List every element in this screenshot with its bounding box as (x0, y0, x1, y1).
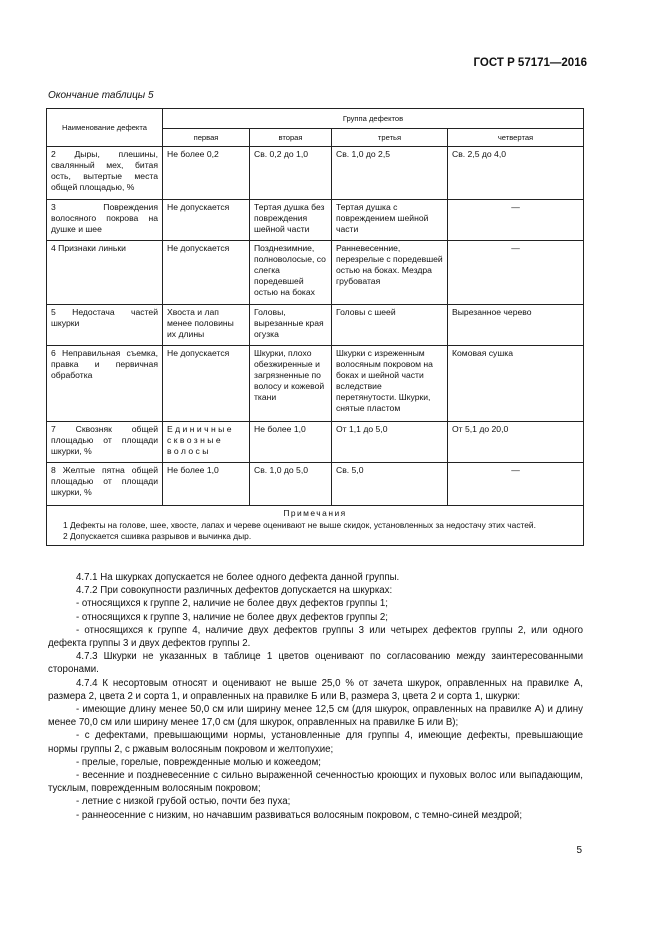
document-standard-number: ГОСТ Р 57171—2016 (473, 57, 587, 69)
group-1-value: Не допускается (163, 241, 250, 305)
group-2-value: Св. 0,2 до 1,0 (250, 147, 332, 200)
header-group-4: четвертая (448, 129, 584, 147)
group-2-value: Шкурки, плохо обезжиренные и загрязненные по волосу и кожевой ткани (250, 346, 332, 422)
table-row (47, 241, 584, 305)
paragraph: - с дефектами, превышающими нормы, установленные для группы 4, имеющие дефекты, превышающие нормы группы 2, с ржавым волосяным покровом и желтопухие; (48, 730, 583, 755)
paragraph: - прелые, горелые, поврежденные молью и кожеедом; (76, 756, 321, 768)
group-4-value: — (448, 200, 584, 241)
group-4-value: — (448, 463, 584, 506)
table-notes-row (47, 506, 584, 546)
notes-title: Примечания (283, 508, 347, 518)
group-4-value: Вырезанное черево (448, 305, 584, 346)
group-3-value: Головы с шеей (332, 305, 448, 346)
defect-name: 8 Желтые пятна общей площадью от площади шкурки, % (47, 463, 163, 506)
group-3-value: От 1,1 до 5,0 (332, 422, 448, 463)
table-row (47, 463, 584, 506)
header-group-3: третья (332, 129, 448, 147)
paragraph: - относящихся к группе 4, наличие двух дефектов группы 3 или четырех дефектов группы 2, или одного дефекта группы 3 и двух дефектов группы 2. (48, 624, 583, 650)
header-group-2: вторая (250, 129, 332, 147)
defect-name: 6 Неправильная съемка, правка и первичная обработка (47, 346, 163, 422)
header-group-1: первая (163, 129, 250, 147)
table-row (47, 147, 584, 200)
table-row (47, 305, 584, 346)
note-item: 2 Допускается сшивка разрывов и вычинка дыр. (63, 531, 252, 541)
group-3-value: Св. 5,0 (332, 463, 448, 506)
paragraph: - относящихся к группе 2, наличие не более двух дефектов группы 1; (76, 598, 388, 610)
group-3-value: Тертая душка с повреждением шейной части (332, 200, 448, 241)
paragraph: 4.7.3 Шкурки не указанных в таблице 1 цветов оценивают по согласованию между заинтересованными сторонами. (48, 651, 583, 676)
paragraph: 4.7.2 При совокупности различных дефектов допускается на шкурках: (76, 585, 393, 597)
header-defect-name: Наименование дефекта (47, 109, 163, 147)
group-4-value: Св. 2,5 до 4,0 (448, 147, 584, 200)
header-defect-group: Группа дефектов (163, 109, 584, 129)
defect-name: 2 Дыры, плешины, свалянный мех, битая ость, вытертые места общей площадью, % (47, 147, 163, 200)
paragraph: 4.7.1 На шкурках допускается не более одного дефекта данной группы. (76, 572, 400, 583)
group-4-value: От 5,1 до 20,0 (448, 422, 584, 463)
table-notes (47, 506, 584, 546)
group-1-value: Не более 0,2 (163, 147, 250, 200)
group-4-value: — (448, 241, 584, 305)
group-3-value: Ранневесенние, перезрелые с поредевшей остью на боках. Мездра грубоватая (332, 241, 448, 305)
note-item: 1 Дефекты на голове, шее, хвосте, лапах и череве оценивают не выше скидок, установленных за недостачу этих частей. (63, 519, 536, 530)
defect-name: 3 Повреждения волосяного покрова на душке и шее (47, 200, 163, 241)
paragraph: 4.7.4 К несортовым относят и оценивают не выше 25,0 % от зачета шкурок, оправленных на правилке А, размера 2, цвета 2 и сорта 1, и оправленных на правилке Б или В, размера 3, цвета 2 и сорта 1, шкурки: (48, 677, 583, 702)
group-1-value: Единичные сквозные волосы (163, 422, 250, 463)
group-1-value: Не допускается (163, 200, 250, 241)
group-3-value: Св. 1,0 до 2,5 (332, 147, 448, 200)
group-2-value: Головы, вырезанные края огузка (250, 305, 332, 346)
page-number: 5 (576, 845, 582, 856)
defect-name: 4 Признаки линьки (47, 241, 163, 305)
paragraph: - имеющие длину менее 50,0 см или ширину менее 12,5 см (для шкурок, оправленных на правилке А) и длину менее 70,0 см или ширину менее 17,0 см (для шкурок, оправленных на правилке Б или В); (48, 704, 583, 729)
defects-table (46, 108, 584, 546)
paragraph: - относящихся к группе 3, наличие не более двух дефектов группы 2; (76, 611, 388, 623)
body-text (48, 571, 583, 822)
group-2-value: Тертая душка без повреждения шейной части (250, 200, 332, 241)
paragraph: - раннеосенние с низким, но начавшим развиваться волосяным покровом, с темно-синей мездрой; (76, 809, 523, 821)
group-1-value: Не более 1,0 (163, 463, 250, 506)
group-2-value: Не более 1,0 (250, 422, 332, 463)
group-1-value: Не допускается (163, 346, 250, 422)
table-row (47, 200, 584, 241)
table-caption: Окончание таблицы 5 (48, 90, 154, 101)
paragraph: - весенние и поздневесенние с сильно выраженной сеченностью кроющих и пуховых волос или выпадающим, тусклым, поврежденным волосяным покровом; (48, 770, 583, 795)
group-2-value: Позднезимние, полноволосые, со слегка поредевшей остью на боках (250, 241, 332, 305)
table-row (47, 346, 584, 422)
group-3-value: Шкурки с изреженным волосяным покровом на боках и шейной части вследствие перетянутости. Шкурки, снятые пластом (332, 346, 448, 422)
group-2-value: Св. 1,0 до 5,0 (250, 463, 332, 506)
group-1-value: Хвоста и лап менее половины их длины (163, 305, 250, 346)
paragraph: - летние с низкой грубой остью, почти без пуха; (76, 796, 291, 808)
table-row (47, 422, 584, 463)
group-4-value: Комовая сушка (448, 346, 584, 422)
defect-name: 7 Сквозняк общей площадью от площади шкурки, % (47, 422, 163, 463)
defect-name: 5 Недостача частей шкурки (47, 305, 163, 346)
